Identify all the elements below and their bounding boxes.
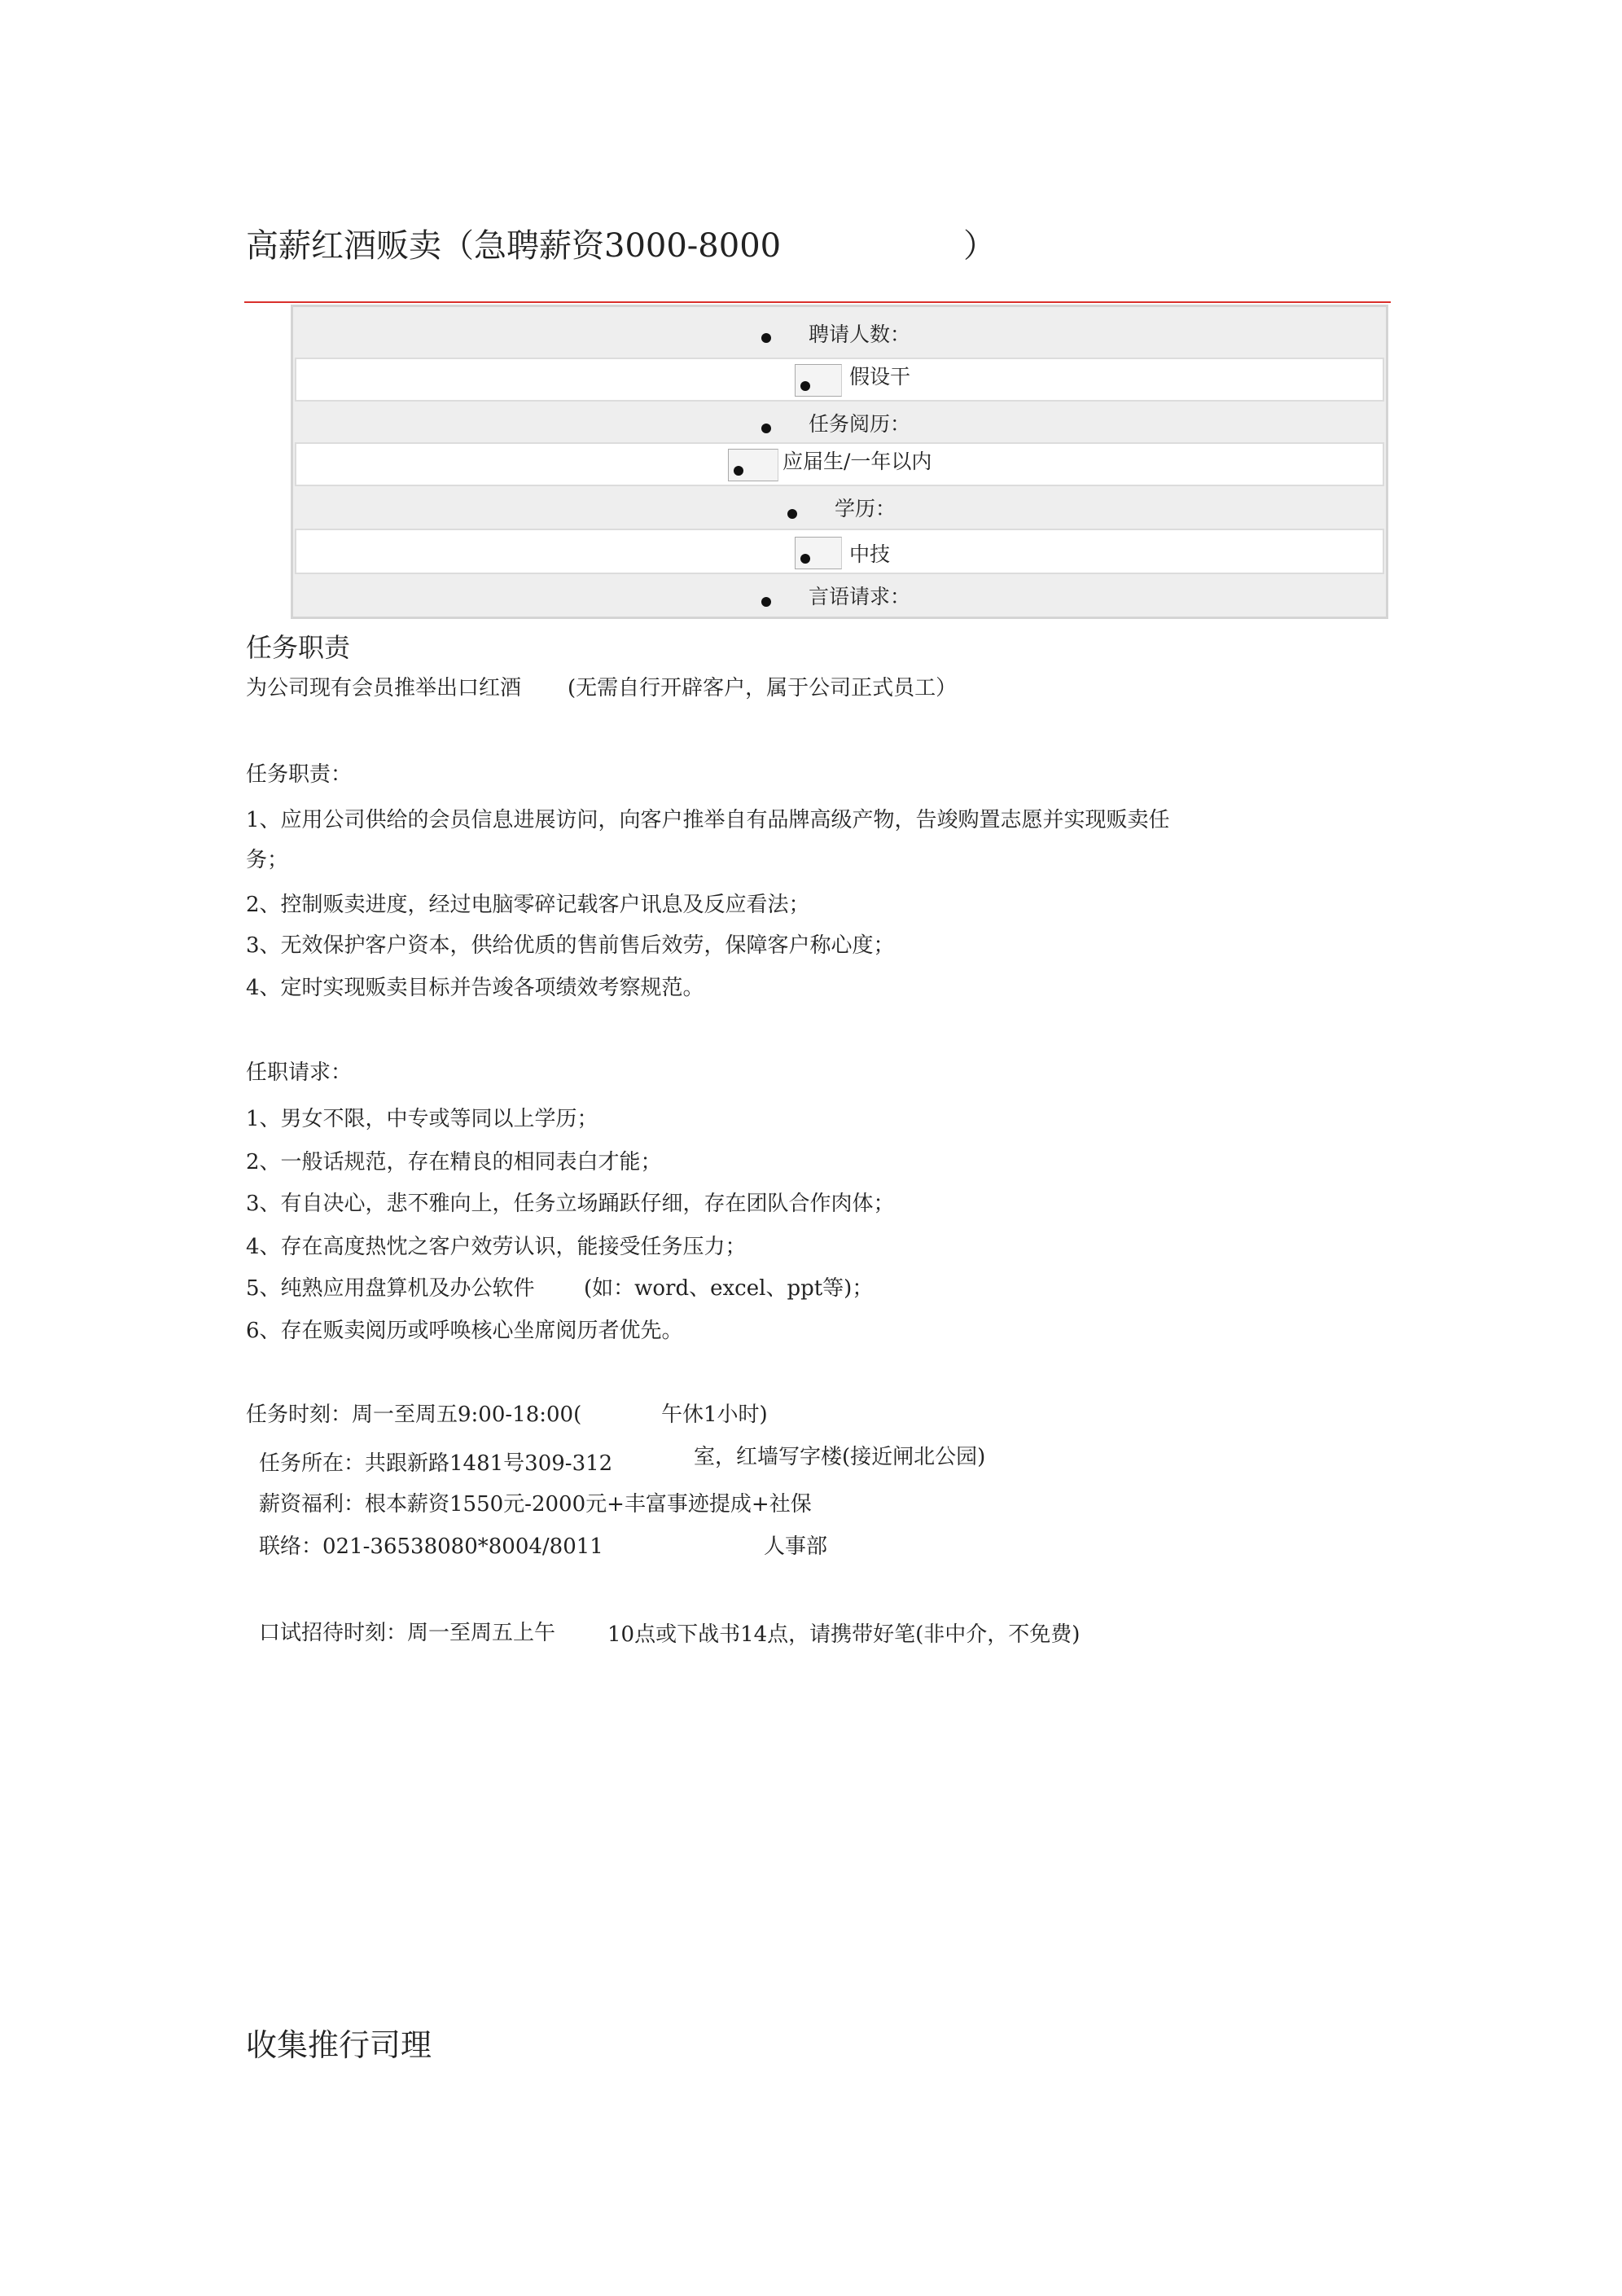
requirement-item: 5、纯熟应用盘算机及办公软件 xyxy=(246,1276,535,1301)
experience-label: 任务阅历： xyxy=(809,412,911,436)
requirements-label: 任职请求： xyxy=(246,1060,353,1085)
work-hours: 任务时刻：周一至周五9:00-18:00( xyxy=(246,1403,582,1427)
info-row-education-value xyxy=(295,529,1384,574)
headcount-label: 聘请人数： xyxy=(809,323,911,346)
requirement-item: 3、有自决心，悲不雅向上，任务立场踊跃仔细，存在团队合作肉体； xyxy=(246,1192,895,1216)
info-row-language xyxy=(295,574,1384,617)
contact-phone: 联络：021-36538080*8004/8011 xyxy=(259,1534,603,1559)
duties-label: 任务职责： xyxy=(246,762,353,787)
bullet-icon xyxy=(800,554,810,564)
checkbox-input[interactable] xyxy=(795,537,842,569)
education-label: 学历： xyxy=(835,497,896,520)
info-row-experience-value xyxy=(295,442,1384,486)
bullet-icon xyxy=(734,466,743,476)
salary-benefits: 薪资福利：根本薪资1550元-2000元+丰富事迹提成+社保 xyxy=(259,1492,812,1517)
info-row-headcount-value xyxy=(295,358,1384,402)
job-info-box xyxy=(291,305,1388,619)
bullet-icon xyxy=(787,509,797,519)
duty-item: 4、定时实现贩卖目标并告竣各项绩效考察规范。 xyxy=(246,976,704,1000)
info-row-experience xyxy=(295,402,1384,442)
job-title-close-paren: ） xyxy=(963,227,996,265)
contact-department: 人事部 xyxy=(764,1534,828,1559)
duties-intro-note: (无需自行开辟客户，属于公司正式员工） xyxy=(568,676,958,700)
language-label: 言语请求： xyxy=(809,585,911,608)
duty-item: 务； xyxy=(246,848,289,872)
requirement-item: 1、男女不限，中专或等同以上学历； xyxy=(246,1107,598,1131)
bullet-icon xyxy=(761,333,771,343)
duty-item: 2、控制贩卖进度，经过电脑零碎记载客户讯息及反应看法； xyxy=(246,893,810,917)
work-location: 任务所在：共跟新路1481号309-312 xyxy=(259,1451,613,1476)
headcount-value: 假设干 xyxy=(849,365,911,389)
info-row-headcount xyxy=(295,307,1384,358)
work-hours-break: 午休1小时) xyxy=(661,1403,768,1427)
checkbox-input[interactable] xyxy=(795,364,842,397)
requirement-item: 6、存在贩卖阅历或呼唤核心坐席阅历者优先。 xyxy=(246,1319,683,1343)
bullet-icon xyxy=(761,424,771,433)
education-value: 中技 xyxy=(849,542,891,566)
info-row-education xyxy=(295,486,1384,529)
work-location-building: 室，红墙写字楼(接近闸北公园) xyxy=(694,1445,986,1469)
interview-time-detail: 10点或下战书14点，请携带好笔(非中介，不免费) xyxy=(607,1622,1081,1647)
requirement-item: 2、一般话规范，存在精良的相同表白才能； xyxy=(246,1150,662,1174)
duty-item: 3、无效保护客户资本，供给优质的售前售后效劳，保障客户称心度； xyxy=(246,933,895,958)
checkbox-input[interactable] xyxy=(728,449,778,481)
job-title: 高薪红酒贩卖（急聘薪资3000-8000 xyxy=(246,227,782,265)
bullet-icon xyxy=(761,597,771,607)
interview-time: 口试招待时刻：周一至周五上午 xyxy=(259,1621,556,1645)
bullet-icon xyxy=(800,381,810,391)
requirement-item-note: (如：word、excel、ppt等)； xyxy=(584,1276,874,1301)
title-divider xyxy=(244,301,1391,303)
experience-value: 应届生/一年以内 xyxy=(783,450,932,473)
requirement-item: 4、存在高度热忱之客户效劳认识，能接受任务压力； xyxy=(246,1235,747,1259)
duties-intro: 为公司现有会员推举出口红酒 xyxy=(246,676,522,700)
duty-item: 1、应用公司供给的会员信息进展访问，向客户推举自有品牌高级产物，告竣购置志愿并实现贩卖任 xyxy=(246,808,1170,832)
next-job-title: 收集推行司理 xyxy=(246,2027,432,2063)
duties-heading: 任务职责 xyxy=(246,632,351,663)
